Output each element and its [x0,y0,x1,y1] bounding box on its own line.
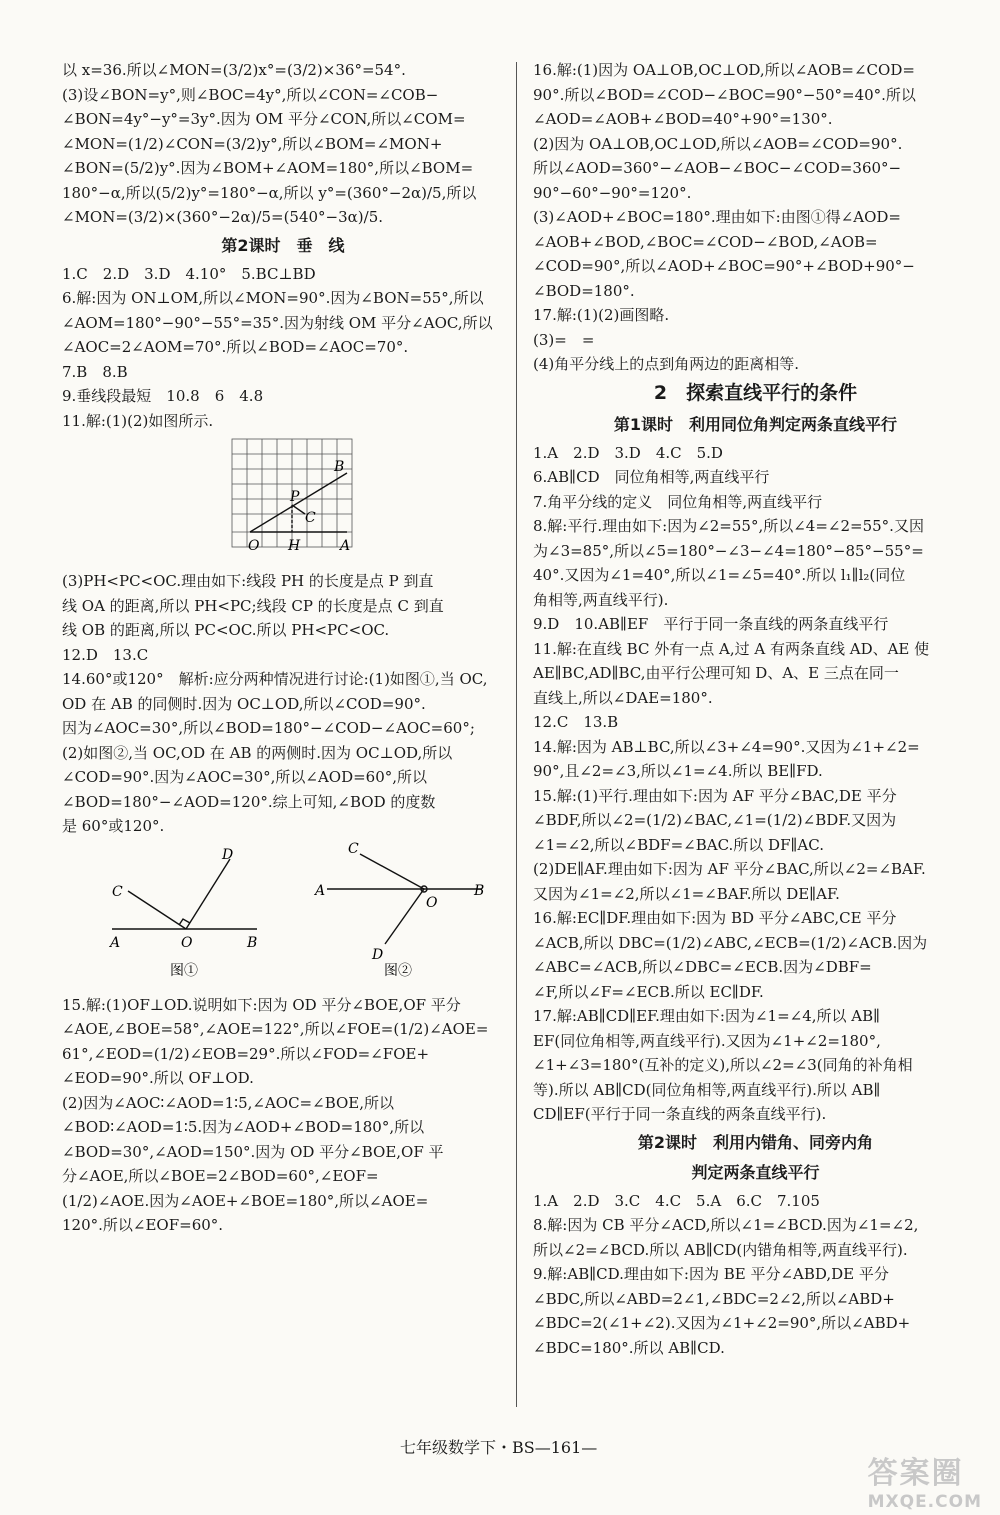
text-line: 6.AB∥CD 同位角相等,两直线平行 [533,468,770,486]
fig2-label-C: C [348,840,359,857]
text-line: CD∥EF(平行于同一条直线的两条直线平行). [533,1105,827,1123]
point-label-P: P [290,489,300,505]
figure-11-grid [62,435,504,565]
text-line: 11.解:(1)(2)如图所示. [62,411,214,430]
text-line: ∠AOB+∠BOD,∠BOC=∠COD−∠BOD,∠AOB= [533,232,878,251]
text-line: 14.解:因为 AB⊥BC,所以∠3+∠4=90°.又因为∠1+∠2= [533,737,920,756]
text-line: 为∠3=85°,所以∠5=180°−∠3−∠4=180°−85°−55°= [533,541,924,560]
text-line: (3)∠AOD+∠BOC=180°.理由如下:由图①得∠AOD= [533,208,901,226]
watermark-url: MXQE.COM [867,1492,982,1512]
text-line: ∠BDC,所以∠ABD=2∠1,∠BDC=2∠2,所以∠ABD+ [533,1289,895,1308]
left-column [62,58,504,1238]
text-line: 直线上,所以∠DAE=180°. [533,688,713,707]
text-line: 所以∠AOD=360°−∠AOB−∠BOC−∠COD=360°− [533,159,902,177]
text-line: 线 OB 的距离,所以 PC<OC.所以 PH<PC<OC. [62,621,390,639]
text-line: 6.解:因为 ON⊥OM,所以∠MON=90°.因为∠BON=55°,所以 [62,289,484,307]
text-line: 16.解:EC∥DF.理由如下:因为 BD 平分∠ABC,CE 平分 [533,909,897,927]
text-line: 90°−60°−90°=120°. [533,183,692,202]
text-line: 17.解:AB∥CD∥EF.理由如下:因为∠1=∠4,所以 AB∥ [533,1007,881,1025]
fig1-label-A: A [110,934,121,951]
text-line: ∠BOD=180°. [533,281,635,300]
text-line: 以 x=36.所以∠MON=(3/2)x°=(3/2)×36°=54°. [62,61,406,79]
watermark [868,1448,982,1512]
text-line: 是 60°或120°. [62,817,165,835]
text-line: ∠1=∠2,所以∠BDF=∠BAC.所以 DF∥AC. [533,835,824,854]
text-line: 9.解:AB∥CD.理由如下:因为 BE 平分∠ABD,DE 平分 [533,1265,889,1283]
text-line: (3)PH<PC<OC.理由如下:线段 PH 的长度是点 P 到直 [62,572,434,590]
text-line: ∠F,所以∠F=∠ECB.所以 EC∥DF. [533,982,764,1001]
text-line: ∠BDF,所以∠2=(1/2)∠BAC,∠1=(1/2)∠BDF.又因为 [533,811,897,829]
text-line: ∠BDC=180°.所以 AB∥CD. [533,1338,725,1357]
text-line: 7.角平分线的定义 同位角相等,两直线平行 [533,492,823,511]
text-line: 7.B 8.B [62,362,128,381]
text-line: (2)DE∥AF.理由如下:因为 AF 平分∠BAC,所以∠2=∠BAF. [533,860,926,878]
text-line: 8.解:平行.理由如下:因为∠2=55°,所以∠4=∠2=55°.又因 [533,517,924,535]
text-line: ∠MON=(1/2)∠CON=(3/2)y°,所以∠BOM=∠MON+ [62,134,443,153]
text-line: 11.解:在直线 BC 外有一点 A,过 A 有两条直线 AD、AE 使 [533,639,930,658]
text-line: 180°−α,所以(5/2)y°=180°−α,所以 y°=(360°−2α)/5,所以 [62,183,477,202]
text-line: ∠1+∠3=180°(互补的定义),所以∠2=∠3(同角的补角相 [533,1056,913,1074]
fig1-label-C: C [112,883,123,900]
text-line: 因为∠AOC=30°,所以∠BOD=180°−∠COD−∠AOC=60°; [62,719,475,737]
fig1-caption: 图① [170,962,198,979]
fig2-label-B: B [474,882,485,899]
text-line: 8.解:因为 CB 平分∠ACD,所以∠1=∠BCD.因为∠1=∠2, [533,1216,919,1234]
fig2-label-A: A [315,882,326,899]
text-line: 16.解:(1)因为 OA⊥OB,OC⊥OD,所以∠AOB=∠COD= [533,61,915,79]
text-line: (3)= = [533,330,595,349]
right-column [533,58,978,1360]
text-line: ∠BDC=2(∠1+∠2).又因为∠1+∠2=90°,所以∠ABD+ [533,1314,911,1332]
text-line: OD 在 AB 的同侧时.因为 OC⊥OD,所以∠COD=90°. [62,694,426,713]
text-line: EF(同位角相等,两直线平行).又因为∠1+∠2=180°, [533,1031,881,1050]
text-line: ∠AOC=2∠AOM=70°.所以∠BOD=∠AOC=70°. [62,338,409,356]
figure-14-diagrams [62,841,504,989]
text-line: 61°,∠EOD=(1/2)∠EOB=29°.所以∠FOD=∠FOE+ [62,1044,430,1063]
text-line: 9.D 10.AB∥EF 平行于同一条直线的两条直线平行 [533,615,889,633]
section-heading-cont: 判定两条直线平行 [691,1162,820,1182]
text-line: 12.D 13.C [62,645,149,664]
text-line: 14.60°或120° 解析:应分两种情况进行讨论:(1)如图①,当 OC, [62,670,488,688]
section-heading: 第2课时 利用内错角、同旁内角 [637,1132,874,1152]
fig2-caption: 图② [384,962,412,979]
text-line: (4)角平分线上的点到角两边的距离相等. [533,355,800,373]
point-label-O: O [248,538,260,554]
text-line: ∠ABC=∠ACB,所以∠DBC=∠ECB.因为∠DBF= [533,958,872,976]
fig1-label-D: D [222,846,234,863]
text-line: 15.解:(1)平行.理由如下:因为 AF 平分∠BAC,DE 平分 [533,786,897,805]
text-line: (2)因为∠AOC∶∠AOD=1∶5,∠AOC=∠BOE,所以 [62,1093,395,1112]
text-line: (3)设∠BON=y°,则∠BOC=4y°,所以∠CON=∠COB− [62,85,439,104]
text-line: 所以∠2=∠BCD.所以 AB∥CD(内错角相等,两直线平行). [533,1240,908,1259]
watermark-logo-text: 答案圈 [867,1456,964,1491]
point-label-C: C [305,510,316,526]
text-line: (1/2)∠AOE.因为∠AOE+∠BOE=180°,所以∠AOE= [62,1191,429,1210]
text-line: 90°,且∠2=∠3,所以∠1=∠4.所以 BE∥FD. [533,762,823,780]
text-line: 1.A 2.D 3.C 4.C 5.A 6.C 7.105 [533,1191,820,1210]
text-line: 12.C 13.B [533,713,619,731]
fig2-label-O: O [426,894,438,911]
point-label-B: B [334,459,345,475]
text-line: 1.C 2.D 3.D 4.10° 5.BC⊥BD [62,264,316,283]
text-line: ∠BON=(5/2)y°.因为∠BOM+∠AOM=180°,所以∠BOM= [62,159,474,177]
text-line: 1.A 2.D 3.D 4.C 5.D [533,443,723,462]
text-line: 40°.又因为∠1=40°,所以∠1=∠5=40°.所以 l₁∥l₂(同位 [533,566,906,584]
point-label-A: A [340,538,351,554]
text-line: ∠AOD=∠AOB+∠BOD=40°+90°=130°. [533,110,833,128]
fig1-label-O: O [181,934,193,951]
text-line: (2)因为 OA⊥OB,OC⊥OD,所以∠AOB=∠COD=90°. [533,134,903,153]
text-line: 90°.所以∠BOD=∠COD−∠BOC=90°−50°=40°.所以 [533,85,916,104]
text-line: ∠COD=90°,所以∠AOD+∠BOC=90°+∠BOD+90°− [533,257,915,275]
text-line: 又因为∠1=∠2,所以∠1=∠BAF.所以 DE∥AF. [533,884,840,903]
text-line: 9.垂线段最短 10.8 6 4.8 [62,387,264,405]
point-label-H: H [288,538,301,554]
text-line: 15.解:(1)OF⊥OD.说明如下:因为 OD 平分∠BOE,OF 平分 [62,995,461,1014]
text-line: 120°.所以∠EOF=60°. [62,1216,224,1234]
text-line: AE∥BC,AD∥BC,由平行公理可知 D、A、E 三点在同一 [533,664,899,682]
text-line: 分∠AOE,所以∠BOE=2∠BOD=60°,∠EOF= [62,1167,379,1185]
text-line: ∠BOD=30°,∠AOD=150°.因为 OD 平分∠BOE,OF 平 [62,1142,444,1161]
text-line: 角相等,两直线平行). [533,590,669,609]
text-line: ∠AOE,∠BOE=58°,∠AOE=122°,所以∠FOE=(1/2)∠AOE= [62,1020,489,1038]
column-divider [516,62,517,1407]
section-heading: 第2课时 垂 线 [221,235,345,255]
text-line: ∠MON=(3/2)×(360°−2α)/5=(540°−3α)/5. [62,208,384,226]
text-line: ∠COD=90°.因为∠AOC=30°,所以∠AOD=60°,所以 [62,768,428,786]
fig1-label-B: B [247,934,258,951]
text-line: ∠BON=4y°−y°=3y°.因为 OM 平分∠CON,所以∠COM= [62,110,466,128]
text-line: ∠BOD=180°−∠AOD=120°.综上可知,∠BOD 的度数 [62,792,436,811]
text-line: ∠BOD∶∠AOD=1∶5.因为∠AOD+∠BOD=180°,所以 [62,1118,425,1136]
text-line: ∠EOD=90°.所以 OF⊥OD. [62,1069,254,1087]
text-line: 线 OA 的距离,所以 PH<PC;线段 CP 的长度是点 C 到直 [62,596,444,615]
text-line: 17.解:(1)(2)画图略. [533,306,670,324]
fig2-label-D: D [372,946,384,963]
text-line: ∠AOM=180°−90°−55°=35°.因为射线 OM 平分∠AOC,所以 [62,313,493,332]
section-heading: 第1课时 利用同位角判定两条直线平行 [613,414,898,434]
text-line: 等).所以 AB∥CD(同位角相等,两直线平行).所以 AB∥ [533,1080,881,1099]
page-footer: 七年级数学下・BS—161— [400,1438,598,1457]
chapter-heading: 2 探索直线平行的条件 [653,381,858,404]
text-line: ∠ACB,所以 DBC=(1/2)∠ABC,∠ECB=(1/2)∠ACB.因为 [533,933,928,952]
text-line: (2)如图②,当 OC,OD 在 AB 的两侧时.因为 OC⊥OD,所以 [62,743,453,762]
